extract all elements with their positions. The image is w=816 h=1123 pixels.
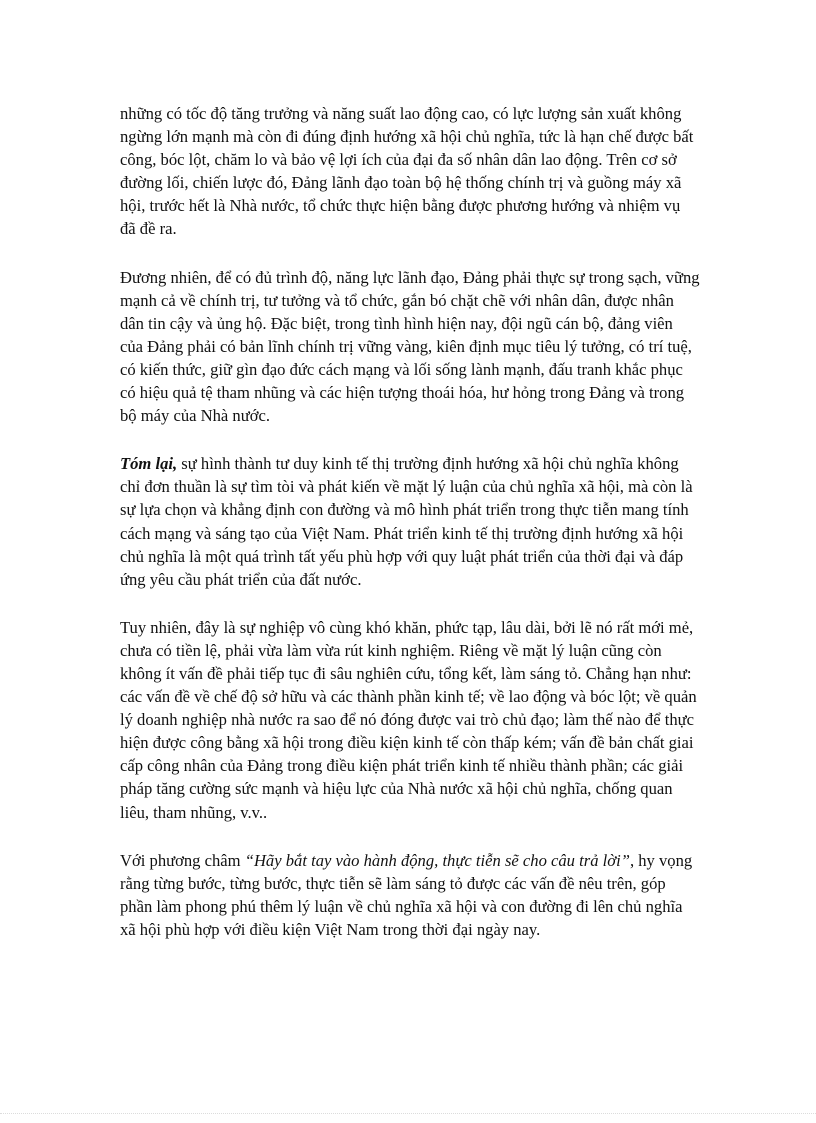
paragraph-text: sự hình thành tư duy kinh tế thị trường định hướng xã hội chủ nghĩa không chỉ đơn thuần là sự tìm tòi và phát kiến về mặt lý luận của chủ nghĩa xã hội, mà còn là sự lựa chọn và khẳng định con đường và mô hình phát triển trong thực tiễn mang tính cách mạng và sáng tạo của Việt Nam. Phát triển kinh tế thị trường định hướng xã hội chủ nghĩa là một quá trình tất yếu phù hợp với quy luật phát triển của thời đại và đáp ứng yêu cầu phát triển của đất nước. bbox=[120, 454, 693, 589]
paragraph-text: , hy vọng rằng từng bước, từng bước, thực tiễn sẽ làm sáng tỏ được các vấn đề nêu trên, góp phần làm phong phú thêm lý luận về chủ nghĩa xã hội và con đường đi lên chủ nghĩa xã hội phù hợp với điều kiện Việt Nam trong thời đại ngày nay. bbox=[120, 850, 693, 939]
paragraph-2 bbox=[120, 266, 700, 428]
paragraph-5 bbox=[120, 849, 700, 941]
paragraph-text: Đương nhiên, để có đủ trình độ, năng lực lãnh đạo, Đảng phải thực sự trong sạch, vững mạnh cả về chính trị, tư tưởng và tổ chức, gắn bó chặt chẽ với nhân dân, được nhân dân tin cậy và ủng hộ. Đặc biệt, trong tình hình hiện nay, đội ngũ cán bộ, đảng viên của Đảng phải có bản lĩnh chính trị vững vàng, kiên định mục tiêu lý tưởng, có trí tuệ, có kiến thức, giữ gìn đạo đức cách mạng và lối sống lành mạnh, đấu tranh khắc phục có hiệu quả tệ tham nhũng và các hiện tượng thoái hóa, hư hỏng trong Đảng và trong bộ máy của Nhà nước. bbox=[120, 267, 700, 426]
document-body bbox=[120, 102, 700, 966]
paragraph-quote: “Hãy bắt tay vào hành động, thực tiễn sẽ cho câu trả lời” bbox=[244, 850, 630, 870]
page-bottom-divider bbox=[0, 1113, 816, 1114]
paragraph-text: Tuy nhiên, đây là sự nghiệp vô cùng khó khăn, phức tạp, lâu dài, bởi lẽ nó rất mới mẻ, chưa có tiền lệ, phải vừa làm vừa rút kinh nghiệm. Riêng về mặt lý luận cũng còn không ít vấn đề phải tiếp tục đi sâu nghiên cứu, tổng kết, làm sáng tỏ. Chẳng hạn như: các vấn đề về chế độ sở hữu và các thành phần kinh tế; về lao động và bóc lột; về quản lý doanh nghiệp nhà nước ra sao để nó đóng được vai trò chủ đạo; làm thế nào để thực hiện được công bằng xã hội trong điều kiện kinh tế còn thấp kém; vấn đề bản chất giai cấp công nhân của Đảng trong điều kiện phát triển kinh tế nhiều thành phần; các giải pháp tăng cường sức mạnh và hiệu lực của Nhà nước xã hội chủ nghĩa, chống quan liêu, tham nhũng, v.v.. bbox=[120, 617, 697, 822]
paragraph-text: những có tốc độ tăng trưởng và năng suất lao động cao, có lực lượng sản xuất không ngừng lớn mạnh mà còn đi đúng định hướng xã hội chủ nghĩa, tức là hạn chế được bất công, bóc lột, chăm lo và bảo vệ lợi ích của đại đa số nhân dân lao động. Trên cơ sở đường lối, chiến lược đó, Đảng lãnh đạo toàn bộ hệ thống chính trị và guồng máy xã hội, trước hết là Nhà nước, tổ chức thực hiện bằng được phương hướng và nhiệm vụ đã đề ra. bbox=[120, 104, 694, 239]
paragraph-lead: Tóm lại, bbox=[120, 454, 178, 474]
paragraph-3 bbox=[120, 452, 700, 591]
paragraph-4 bbox=[120, 616, 700, 824]
paragraph-1 bbox=[120, 102, 700, 241]
paragraph-prefix: Với phương châm bbox=[120, 850, 245, 870]
